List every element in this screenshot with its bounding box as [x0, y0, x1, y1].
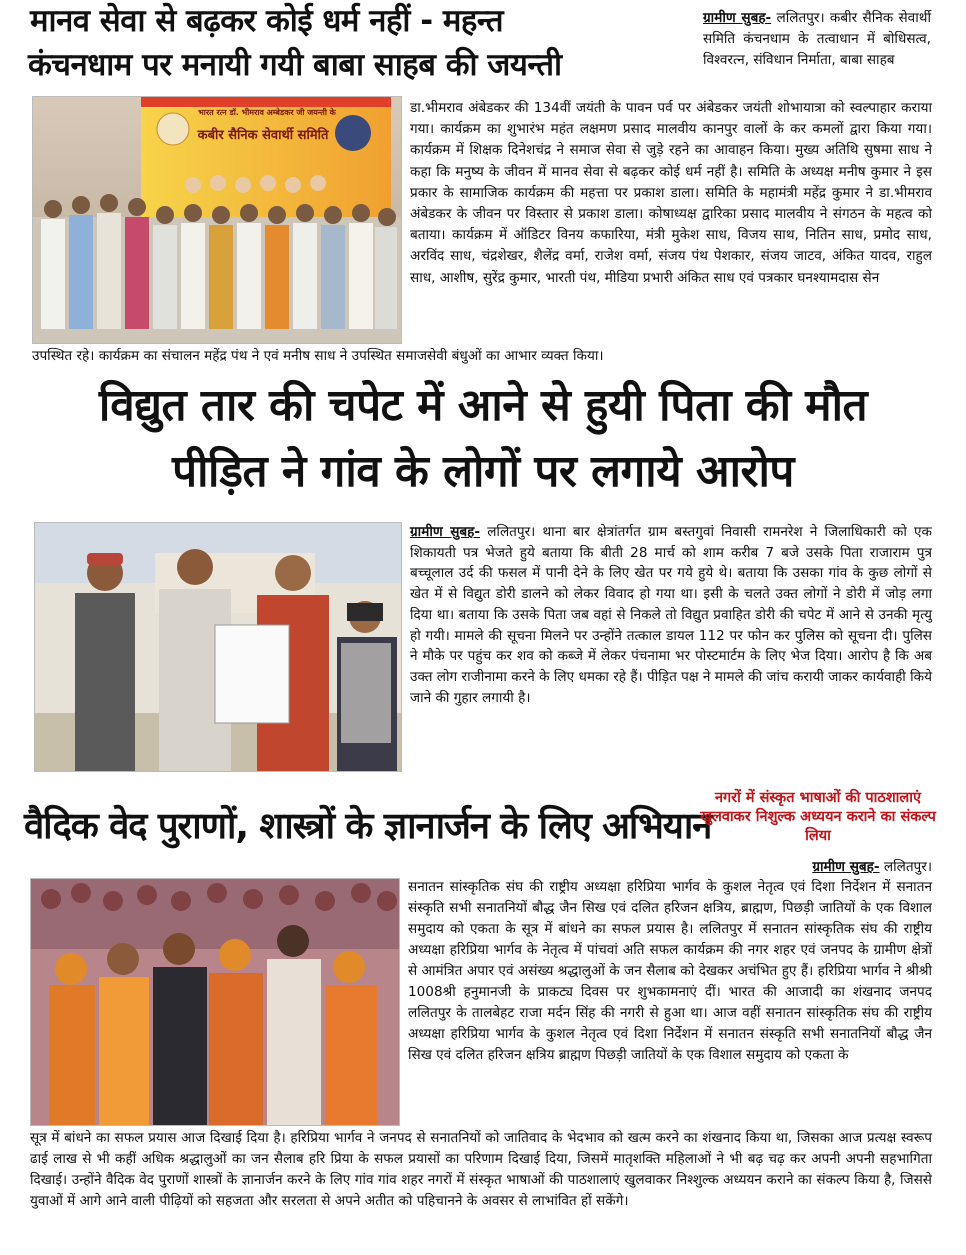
story2-dateline: ग्रामीण सुबह- [410, 524, 481, 540]
story1-banner-line2: कबीर सैनिक सेवार्थी समिति [197, 128, 329, 143]
story1-body-full: उपस्थित रहे। कार्यक्रम का संचालन महेंद्र पंथ ने एवं मनीष साध ने उपस्थित समाजसेवी बंधुओं का आभार व्यक्त किया। [32, 348, 604, 364]
story3-dateline-row [700, 856, 932, 875]
story3-photo [30, 878, 400, 1126]
story1-photo [32, 96, 402, 344]
story1-intro: कबीर सैनिक सेवार्थी समिति कंचनधाम के तत्वाधान में बोधिसत्व, विश्वरत्न, संविधान निर्माता, बाबा साहब [703, 10, 931, 68]
story1-body-main: डा.भीमराव अंबेडकर की 134वीं जयंती के पावन पर्व पर अंबेडकर जयंती शोभायात्रा को स्वल्पाहार कराया गया। कार्यक्रम का शुभारंभ महंत लक्षमण प्रसाद मालवीय कानपुर वालों के कर कमलों द्वारा किया गया। कार्यक्रम में शिक्षक दिनेशचंद्र ने समाज सेवा से जुड़े रहने का आवाहन किया। मुख्य अतिथि सुषमा साध ने कहा कि मनुष्य के जीवन में मानव सेवा से बढ़कर कोई धर्म नहीं है। समिति के अध्यक्ष मनीष कुमार ने इस प्रकार के सामाजिक कार्यक्रम की महत्ता पर प्रकाश डाला। समिति के महामंत्री महेंद्र कुमार ने डा.भीमराव अंबेडकर के जीवन पर विस्तार से प्रकाश डाला। कोषाध्यक्ष द्वारिका प्रसाद मालवीय ने संगठन के महत्व को बताया। कार्यक्रम में ऑडिटर विनय कफारिया, मंत्री मुकेश साध, विजय साथ, नितिन साध, प्रमोद साध, अरविंद साध, चंद्रशेखर, शैलेंद्र वर्मा, राजेश वर्मा, संजय पंथ पेशकार, संजय जाटव, अंकित यादव, राहुल साध, आशीष, सुरेंद्र कुमार, भारती पंथ, मीडिया प्रभारी अंकित साध एवं पत्रकार घनश्यामदास सेन [410, 100, 932, 286]
story1-column-text [703, 8, 931, 71]
story1-headline-1: मानव सेवा से बढ़कर कोई धर्म नहीं - महन्त [30, 3, 504, 39]
story1-banner-line1: भारत रत्न डॉ. भीमराव अम्बेडकर जी जयन्ती के [198, 108, 336, 117]
story2-photo [34, 522, 402, 772]
story3-body-full: सूत्र में बांधने का सफल प्रयास आज दिखाई दिया है। हरिप्रिया भार्गव ने जनपद से सनातनियों को जातिवाद के भेदभाव को खत्म करने का शंखनाद किया था, जिसका आज प्रत्यक्ष स्वरूप ढाई लाख से भी कहीं अधिक श्रद्धालुओं का जन सैलाब हरि प्रिया के सफल प्रयासों का परिणाम दिखाई दिया, जिसमें मातृशक्ति महिलाओं ने भी बढ़ चढ़ कर अपनी अपनी सहभागिता दिखाई। उन्होंने वैदिक वेद पुराणों शास्त्रों के ज्ञानार्जन करने के लिए गांव गांव शहर नगरों में संस्कृत भाषाओं की पाठशालाएं खुलवाकर निश्शुल्क अध्ययन कराने का संकल्प किया है, जिससे युवाओं में आगे आने वाली पीढ़ियों को सहजता और सरलता से अपने अतीत को पहिचानने के अवसर से लाभांवित हों सकेंगे। [30, 1130, 932, 1209]
story1-dateline: ग्रामीण सुबह- [703, 10, 772, 26]
story2-photo-illustration [35, 523, 401, 771]
story2-body: ग्रामीण सुबह- ललितपुर। थाना बार क्षेत्रांतर्गत ग्राम बस्तगुवां निवासी रामनरेश ने जिलाधिकारी को एक शिकायती पत्र भेजते हुये बताया कि बीती 28 मार्च को शाम करीब 7 बजे उसके पिता राजाराम पुत्र बच्चूलाल उर्द की फसल में पानी देने के लिए खेत पर गये हुये थे। बताया कि उसका गांव के कुछ लोगों से खेत में से विद्युत डोरी डालने को लेकर विवाद हो गया था। इसी के चलते उक्त लोगों ने डोरी में जोड़ लगा दिया था। बताया कि उसके पिता जब वहां से निकले तो विद्युत प्रवाहित डोरी की चपेट में आने से उनकी मृत्यु हो गयी। मामले की सूचना मिलने पर उन्होंने तत्काल डायल 112 पर फोन कर पुलिस को सूचना दी। पुलिस ने मौके पर पहुंच कर शव को कब्जे में लेकर पंचनामा भर पोस्टमार्टम के लिए भेज दिया। आरोप है कि अब उक्त लोग राजीनामा करने के लिए धमका रहे हैं। पीड़ित पक्ष ने मामले की जांच करायी जाकर कार्यवाही किये जाने की गुहार लगायी है। [410, 524, 932, 706]
story3-subhead: नगरों में संस्कृत भाषाओं की पाठशालाएं खुलवाकर निशुल्क अध्ययन कराने का संकल्प लिया [700, 790, 936, 844]
story3-headline: वैदिक वेद पुराणों, शास्त्रों के ज्ञानार्जन के लिए अभियान [24, 804, 712, 847]
story1-place: ललितपुर। [776, 10, 825, 26]
story3-body-main: सनातन सांस्कृतिक संघ की राष्ट्रीय अध्यक्षा हरिप्रिया भार्गव के कुशल नेतृत्व एवं दिशा निर्देशन में सनातन संस्कृति सभी सनातनियों बौद्ध जैन सिख एवं दलित हरिजन क्षत्रिय, ब्राह्मण, पिछड़ी जातियों के एक विशाल समुदाय को एकता के सूत्र में बांधने का सफल प्रयास है। ललितपुर में सनातन सांस्कृतिक संघ की राष्ट्रीय अध्यक्षा हरिप्रिया भार्गव के नेतृत्व में पांचवां अति सफल कार्यक्रम की नगर शहर एवं जनपद के ग्रामीण क्षेत्रों से आमंत्रित अपार एवं असंख्य श्रद्धालुओं के जन सैलाब को देखकर अचंभित हुए हैं। हरिप्रिया भार्गव ने श्रीश्री 1008श्री हनुमानजी के प्राकट्य दिवस पर शुभकामनाएं दीं। भारत की आजादी का शंखनाद जनपद ललितपुर के तालबेहट राजा मर्दन सिंह की नगरी से हुआ था। आज वहीं सनातन सांस्कृतिक संघ की राष्ट्रीय अध्यक्षा हरिप्रिया भार्गव के कुशल नेतृत्व एवं दिशा निर्देशन में सनातन संस्कृति सभी सनातनियों बौद्ध जैन सिख एवं दलित हरिजन क्षत्रिय ब्राह्मण पिछड़ी जातियों के एक विशाल समुदाय को एकता के [408, 879, 932, 1063]
story3-dateline: ग्रामीण सुबह- [812, 859, 880, 875]
story3-photo-illustration [31, 879, 399, 1125]
story1-headline-2: कंचनधाम पर मनायी गयी बाबा साहब की जयन्ती [28, 47, 562, 83]
story2-headline-2: पीड़ित ने गांव के लोगों पर लगाये आरोप [172, 446, 794, 497]
story3-place: ललितपुर। [883, 859, 932, 875]
story2-headline-1: विद्युत तार की चपेट में आने से हुयी पिता की मौत [98, 380, 868, 431]
